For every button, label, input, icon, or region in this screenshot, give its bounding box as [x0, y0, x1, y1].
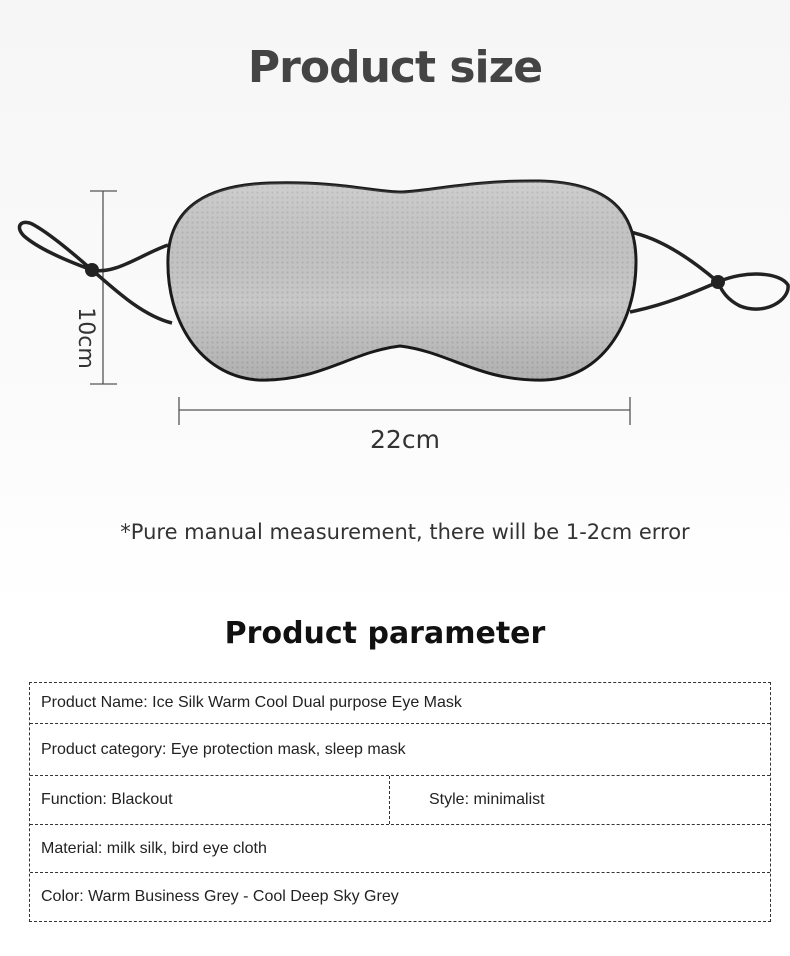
left-strap-stopper	[85, 263, 99, 277]
table-row-color	[30, 873, 770, 921]
measurement-note: *Pure manual measurement, there will be 1-2cm error	[120, 520, 690, 544]
table-row-material	[30, 825, 770, 873]
width-dimension-line	[179, 397, 630, 425]
table-row-category	[30, 724, 770, 776]
right-strap-stopper	[711, 275, 725, 289]
function-cell: Function: Blackout	[30, 776, 390, 824]
product-category-cell: Product category: Eye protection mask, sleep mask	[41, 740, 406, 758]
material-cell: Material: milk silk, bird eye cloth	[41, 839, 267, 857]
style-cell: Style: minimalist	[429, 791, 545, 808]
parameter-section-title: Product parameter	[224, 616, 546, 651]
product-name-cell: Product Name: Ice Silk Warm Cool Dual purpose Eye Mask	[41, 694, 462, 711]
right-strap	[630, 232, 788, 312]
table-row-product-name	[30, 683, 770, 724]
width-label: 22cm	[370, 425, 440, 454]
color-cell: Color: Warm Business Grey - Cool Deep Sky Grey	[41, 888, 399, 905]
eye-mask-image	[0, 160, 790, 440]
page-title: Product size	[247, 42, 543, 93]
table-row-function-style	[30, 776, 770, 825]
parameter-table	[29, 682, 771, 922]
height-label: 10cm	[73, 307, 98, 369]
